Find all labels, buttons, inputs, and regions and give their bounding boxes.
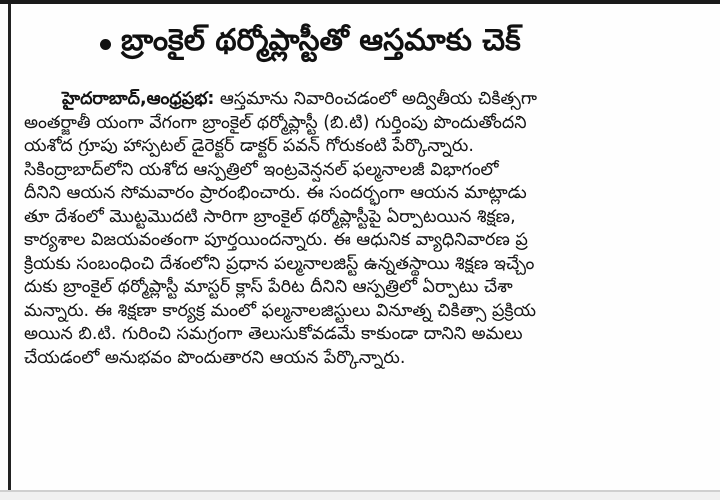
body-line — [24, 88, 694, 112]
body-line: క్రియకు సంబంధించి దేశంలోని ప్రధాన పల్మనాలజిస్ట్ ఉన్నతస్థాయి శిక్షణ ఇచ్చేం — [24, 253, 535, 274]
dateline: హైదరాబాద్,ఆంధ్రప్రభ: — [62, 89, 215, 109]
body-line: మన్నారు. ఈ శిక్షణా కార్యక్ర మంలో ఫల్మనాలజిస్టులు వినూత్న చికిత్సా ప్రక్రియ — [24, 300, 537, 321]
body-line: చేయడంలో అనుభవం పొందుతారని ఆయన పేర్కొన్నారు. — [24, 347, 406, 368]
body-line: అయిన బి.టి. గురించి సమగ్రంగా తెలుసుకోవడమే కాకుండా దానిని అమలు — [24, 324, 523, 344]
article-headline — [100, 24, 660, 64]
body-line: తూ దేశంలో మొట్టమొదటి సారిగా బ్రాంకైల్ థర్మోప్లాస్టీపై ఏర్పాటయిన శిక్షణ, — [24, 206, 516, 227]
article-body — [24, 88, 694, 370]
body-line: దుకు బ్రాంకైల్ థర్మోప్లాస్టీ మాస్టర్ క్లాస్ పేరిట దీనిని ఆస్పత్రిలో ఏర్పాటు చేశా — [24, 277, 513, 297]
bottom-border-rule — [0, 490, 720, 500]
left-border-rule — [8, 4, 11, 492]
body-line: కార్యశాల విజయవంతంగా పూర్తయిందన్నారు. ఈ ఆధునిక వ్యాధినివారణ ప్ర — [24, 230, 528, 250]
top-border-rule — [0, 0, 720, 4]
headline-text: బ్రాంకైల్ థర్మోప్లాస్టీతో ఆస్తమాకు చెక్ — [121, 23, 521, 58]
body-line: యశోద గ్రూపు హాస్పటల్ డైరెక్టర్ డాక్టర్ పవన్ గోరుకంటి పేర్కొన్నారు. — [24, 136, 474, 156]
bullet-icon — [100, 39, 111, 50]
body-line: సికింద్రాబాద్‌లోని యశోద ఆస్పత్రిలో ఇంట్రవెన్షనల్ ఫల్మనాలజీ విభాగంలో — [24, 159, 499, 180]
body-line: దీనిని ఆయన సోమవారం ప్రారంభించారు. ఈ సందర్భంగా ఆయన మాట్లాడు — [24, 183, 527, 203]
body-line: అంతర్జాతీ యంగా వేగంగా బ్రాంకైల్ థర్మోప్లాస్టీ (బి.టి) గుర్తింపు పొందుతోందని — [24, 112, 527, 133]
body-line-text: ఆస్తమాను నివారించడంలో అద్వితీయ చికిత్సగా — [214, 89, 537, 109]
